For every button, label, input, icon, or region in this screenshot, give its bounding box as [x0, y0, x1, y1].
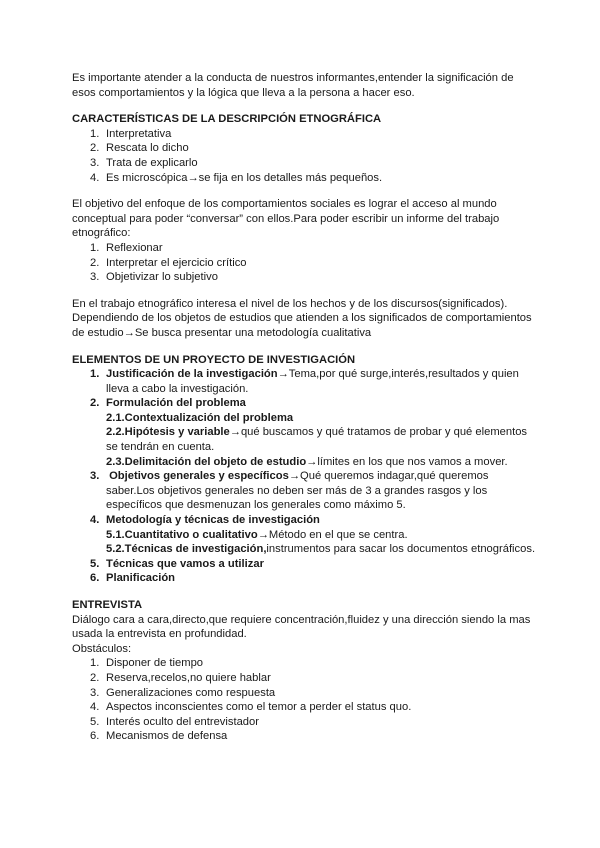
obstaculos-label: Obstáculos: — [72, 642, 132, 655]
sub-item: 2.1.Contextualización del problema — [106, 411, 294, 424]
list-item: 4. Metodología y técnicas de investigación 5.1.Cuantitativo o cualitativo→Método en el que se centra. 5.2.Técnicas de investigación,instrumentos para sacar los documentos etnográficos. — [90, 514, 536, 556]
obstaculos-list — [72, 656, 536, 744]
sub-item: 2.3.Delimitación del objeto de estudio→límites en los que nos vamos a mover. — [106, 455, 508, 468]
sub-item: 5.2.Técnicas de investigación,instrumentos para sacar los documentos etnográficos. — [106, 543, 536, 556]
sub-item: 2.2.Hipótesis y variable→qué buscamos y qué tratamos de probar y qué elementos se tendrán en cuenta. — [106, 426, 528, 454]
entrevista-paragraph: Diálogo cara a cara,directo,que requiere concentración,fluidez y una dirección siendo la mas usada la entrevista en profundidad. — [72, 613, 531, 641]
list-item: 6. Planificación — [90, 572, 176, 585]
list-item: 1. Interpretativa — [90, 127, 172, 140]
list-item: 2. Rescata lo dicho — [90, 142, 189, 155]
list-item: 1. Justificación de la investigación→Tema,por qué surge,interés,resultados y quien lleva a cabo la investigación. — [90, 368, 519, 395]
list-item: 3. Objetivos generales y específicos→Qué queremos indagar,qué queremos saber.Los objetivos generales no deben ser más de 3 a grandes rasgos y los específicos que desmenuzan los generales como máximo 5. — [90, 470, 489, 512]
list-item: 4. Es microscópica→se fija en los detalles más pequeños. — [90, 171, 383, 184]
objetivo-list — [72, 241, 536, 285]
list-item: 5. Técnicas que vamos a utilizar — [90, 557, 264, 570]
caracteristicas-heading: CARACTERÍSTICAS DE LA DESCRIPCIÓN ETNOGRÁFICA — [72, 113, 382, 126]
list-item: 4. Aspectos inconscientes como el temor a perder el status quo. — [90, 701, 412, 714]
list-item: 2. Formulación del problema 2.1.Contextualización del problema 2.2.Hipótesis y variable→qué buscamos y qué tratamos de probar y qué elementos se tendrán en cuenta. 2.3.Delimitación del objeto de estudio→límites en los que nos vamos a mover. — [72, 396, 536, 469]
sub-item: 5.1.Cuantitativo o cualitativo→Método en el que se centra. — [106, 528, 408, 541]
caracteristicas-list — [72, 127, 536, 185]
elementos-heading: ELEMENTOS DE UN PROYECTO DE INVESTIGACIÓN — [72, 353, 356, 366]
list-item: 5. Interés oculto del entrevistador — [90, 715, 259, 728]
objetivo-paragraph: El objetivo del enfoque de los comportamientos sociales es lograr el acceso al mundo conceptual para poder “conversar” con ellos.Para poder escribir un informe del trabajo etnográfico: — [72, 198, 500, 240]
list-item: 3. Generalizaciones como respuesta — [90, 686, 276, 699]
elementos-list — [72, 367, 536, 586]
document-page — [72, 71, 536, 744]
trabajo-paragraph: En el trabajo etnográfico interesa el nivel de los hechos y de los discursos(significados). Dependiendo de los objetos de estudios que atienden a los significados de comportamientos de estudio→Se busca presentar una metodología cualitativa — [72, 297, 532, 339]
list-item: 3. Trata de explicarlo — [90, 156, 198, 169]
list-item: 6. Mecanismos de defensa — [90, 730, 228, 743]
list-item: 2. Reserva,recelos,no quiere hablar — [90, 671, 271, 684]
intro-paragraph: Es importante atender a la conducta de nuestros informantes,entender la significación de esos comportamientos y la lógica que lleva a la persona a hacer eso. — [72, 72, 514, 99]
list-item: 1. Reflexionar — [90, 241, 163, 254]
entrevista-heading: ENTREVISTA — [72, 599, 143, 611]
list-item: 3. Objetivizar lo subjetivo — [90, 271, 218, 284]
list-item: 2. Interpretar el ejercicio crítico — [90, 256, 247, 269]
list-item: 1. Disponer de tiempo — [90, 657, 204, 670]
